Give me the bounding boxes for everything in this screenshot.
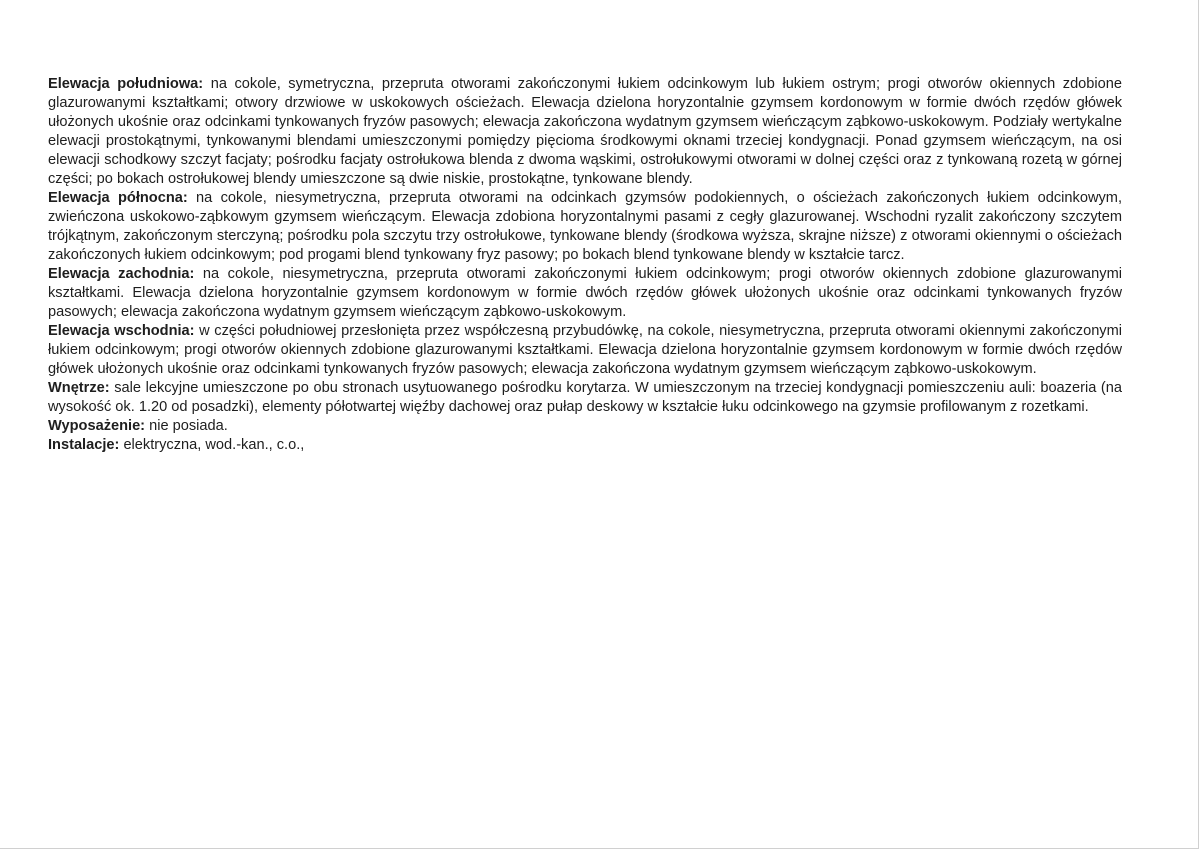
section-text: elektryczna, wod.-kan., c.o.,	[119, 437, 305, 453]
section-installations	[48, 436, 1122, 455]
section-north-elevation	[48, 189, 1122, 265]
section-text: na cokole, symetryczna, przepruta otworami zakończonymi łukiem odcinkowym lub łukiem ostrym; progi otworów okiennych zdobione glazurowanymi kształtkami; otwory drzwiowe w uskokowych ościeżach. Elewacja dzielona horyzontalnie gzymsem kordonowym w formie dwóch rzędów główek ułożonych ukośnie oraz odcinkami tynkowanych fryzów pasowych; elewacja zakończona wydatnym gzymsem wieńczącym ząbkowo-uskokowym. Podziały wertykalne elewacji prostokątnymi, tynkowanymi blendami umieszczonymi pomiędzy pięcioma środkowymi oknami trzeciej kondygnacji. Ponad gzymsem wieńczącym, na osi elewacji schodkowy szczyt facjaty; pośrodku facjaty ostrołukowa blenda z dwoma wąskimi, ostrołukowymi otworami w dolnej części oraz z tynkowaną rozetą w górnej części; po bokach ostrołukowej blendy umieszczone są dwie niskie, prostokątne, tynkowane blendy.	[48, 76, 1123, 187]
section-equipment	[48, 417, 1122, 436]
section-label: Elewacja wschodnia:	[48, 323, 195, 339]
section-label: Elewacja północna:	[48, 190, 188, 206]
section-label: Elewacja południowa:	[48, 76, 204, 92]
section-text: na cokole, niesymetryczna, przepruta otworami na odcinkach gzymsów podokiennych, o ościeżach zakończonych łukiem odcinkowym, zwieńczona uskokowo-ząbkowym gzymsem wieńczącym. Elewacja zdobiona horyzontalnymi pasami z cegły glazurowanej. Wschodni ryzalit zakończony szczytem trójkątnym, zakończonym sterczyną; pośrodku pola szczytu trzy ostrołukowe, tynkowane blendy (środkowa wyższa, skrajne niższe) z otworami okiennymi o ościeżach zakończonych łukiem odcinkowym; pod progami blend tynkowany fryz pasowy; po bokach blend tynkowane blendy w kształcie tarcz.	[48, 190, 1123, 263]
section-text: sale lekcyjne umieszczone po obu stronach usytuowanego pośrodku korytarza. W umieszczonym na trzeciej kondygnacji pomieszczeniu auli: boazeria (na wysokość ok. 1.20 od posadzki), elementy półotwartej więźby dachowej oraz pułap deskowy w kształcie łuku odcinkowego na gzymsie profilowanym z rozetkami.	[48, 380, 1122, 415]
section-text: na cokole, niesymetryczna, przepruta otworami zakończonymi łukiem odcinkowym; progi otworów okiennych zdobione glazurowanymi kształtkami. Elewacja dzielona horyzontalnie gzymsem kordonowym w formie dwóch rzędów główek ułożonych ukośnie oraz odcinkami tynkowanych fryzów pasowych; elewacja zakończona wydatnym gzymsem wieńczącym ząbkowo-uskokowym.	[48, 266, 1122, 320]
section-interior	[48, 379, 1122, 417]
document-body	[48, 75, 1122, 455]
section-south-elevation	[48, 75, 1122, 189]
section-text: w części południowej przesłonięta przez współczesną przybudówkę, na cokole, niesymetryczna, przepruta otworami okiennymi zakończonymi łukiem odcinkowym; progi otworów okiennych zdobione glazurowanymi kształtkami. Elewacja dzielona horyzontalnie gzymsem kordonowym w formie dwóch rzędów główek ułożonych ukośnie oraz odcinkami tynkowanych fryzów pasowych; elewacja zakończona wydatnym gzymsem wieńczącym ząbkowo-uskokowym.	[48, 323, 1123, 377]
section-west-elevation	[48, 265, 1122, 322]
section-text: nie posiada.	[145, 418, 228, 434]
section-label: Elewacja zachodnia:	[48, 266, 195, 282]
section-label: Wnętrze:	[48, 380, 110, 396]
section-east-elevation	[48, 322, 1122, 379]
section-label: Instalacje:	[48, 437, 120, 453]
section-label: Wyposażenie:	[48, 418, 146, 434]
